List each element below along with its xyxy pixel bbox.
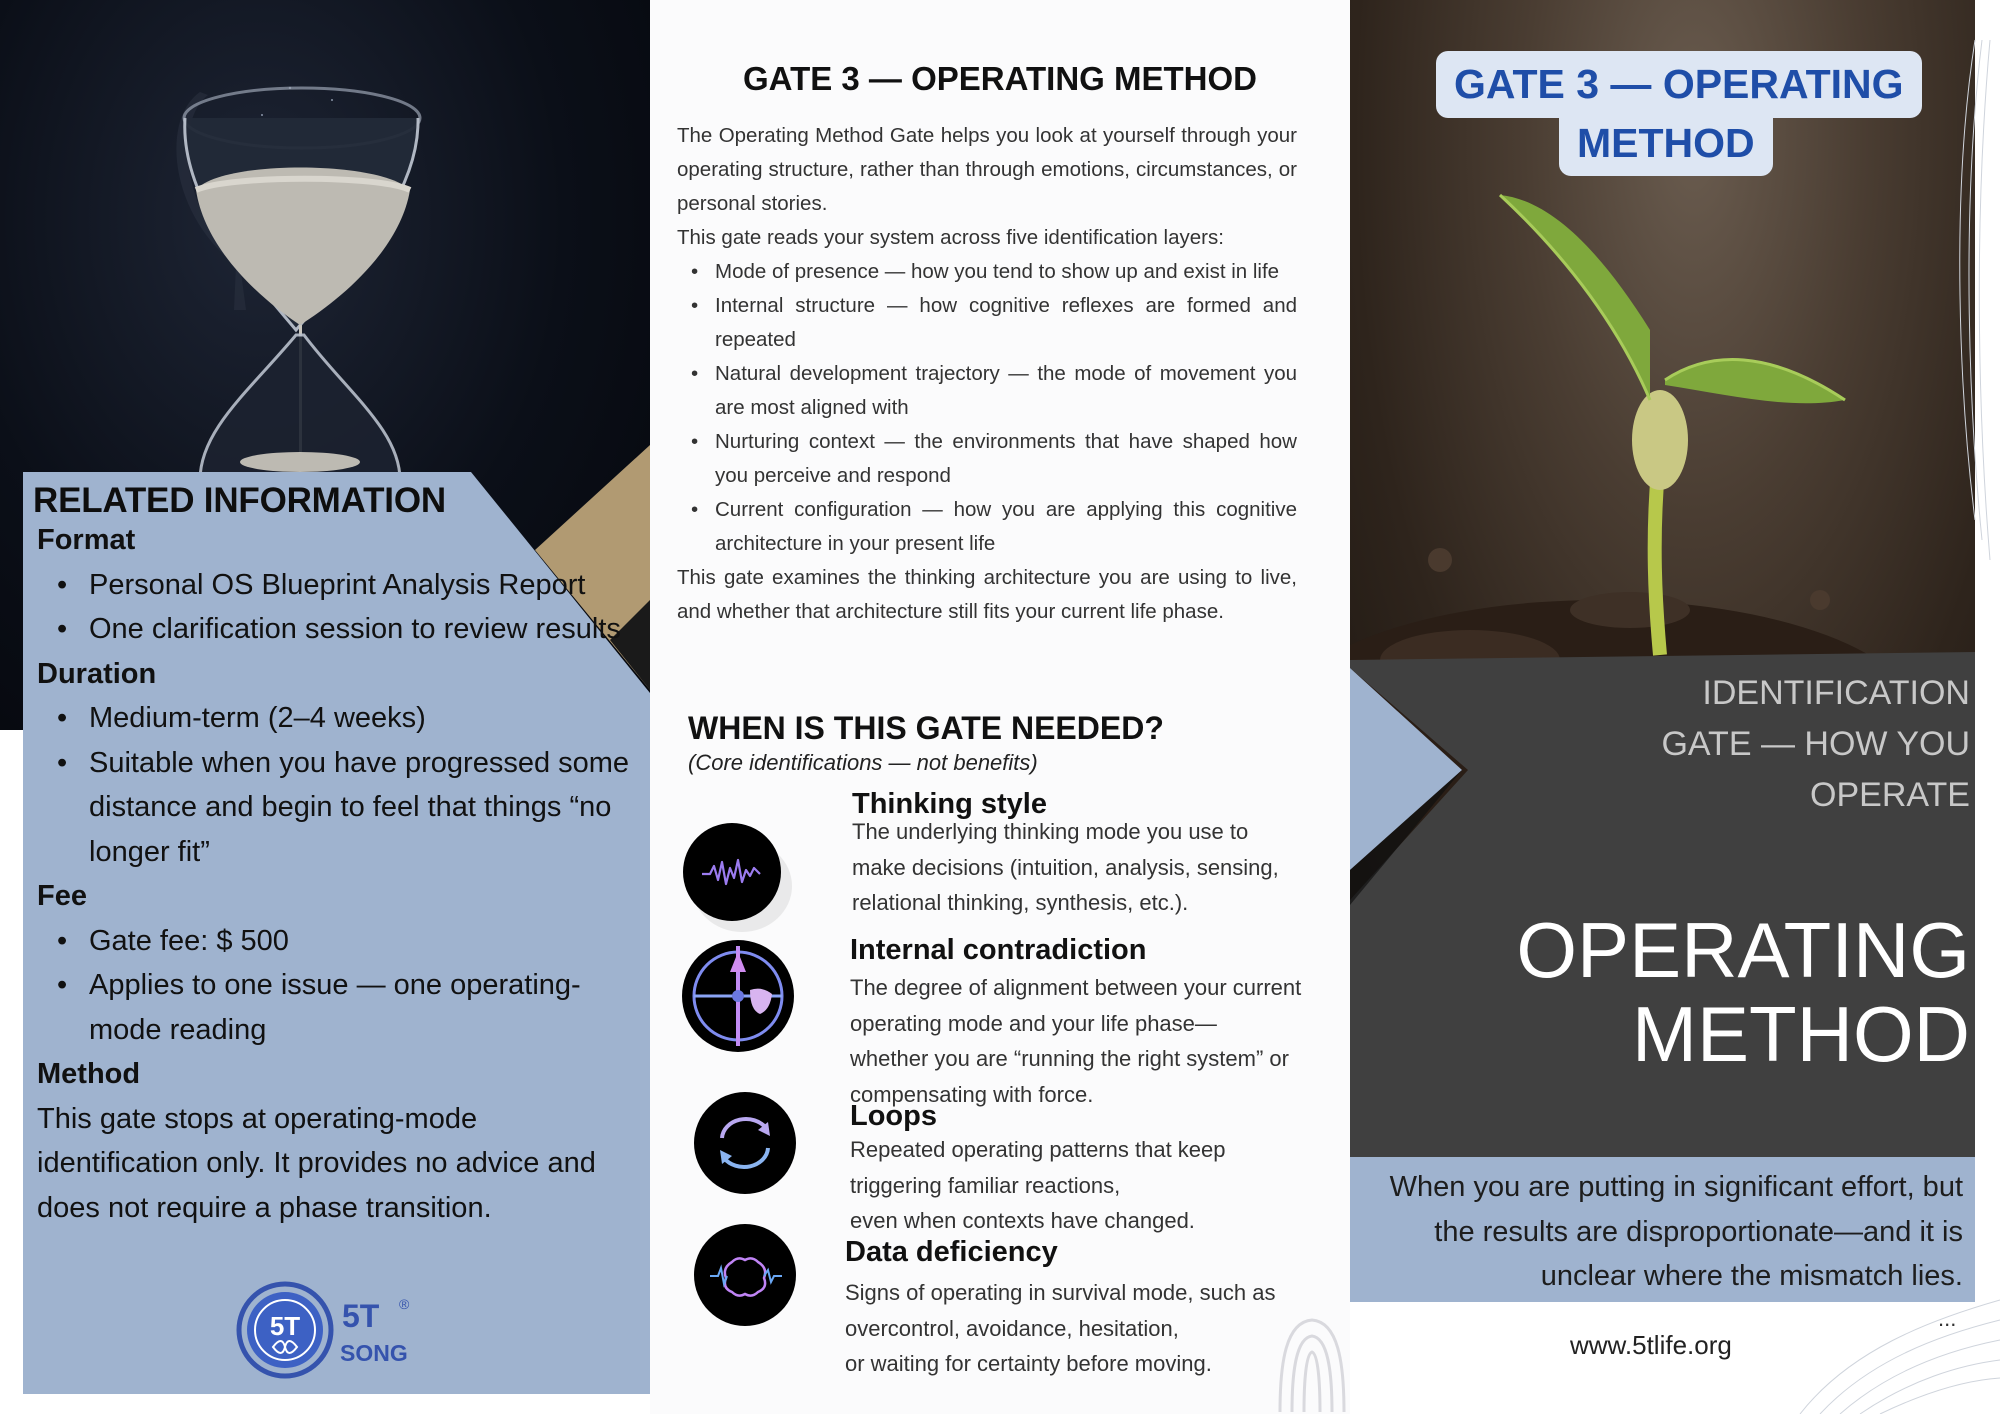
layer-item: • Mode of presence — how you tend to show up and exist in life: [677, 255, 1297, 289]
logo-mark-text: 5T: [269, 1311, 301, 1341]
5t-logo-mark-icon: [235, 1280, 335, 1380]
fee-heading: Fee: [37, 880, 87, 912]
item-desc-thinking-style: The underlying thinking mode you use to make decisions (intuition, analysis, sensing, relational thinking, synthesis, etc.).: [852, 819, 1279, 915]
format-item: • One clarification session to review results: [37, 607, 637, 652]
middle-body: [677, 119, 1297, 629]
item-title-loops: Loops: [850, 1100, 937, 1132]
format-heading: Format: [37, 524, 136, 556]
layer-item: • Natural development trajectory — the mode of movement you are most aligned with: [677, 357, 1297, 425]
waveform-icon: [680, 818, 800, 938]
website-url: www.5tlife.org: [1570, 1330, 1732, 1360]
layers-list: [677, 255, 1297, 561]
identification-subtitle: IDENTIFICATION GATE — HOW YOU OPERATE: [1661, 674, 1970, 814]
left-panel: [0, 0, 650, 1414]
item-title-data-deficiency: Data deficiency: [845, 1236, 1058, 1268]
item-title-internal-contradiction: Internal contradiction: [850, 934, 1147, 966]
method-heading: Method: [37, 1058, 141, 1090]
fingerprint-decoration-icon: [1272, 1302, 1350, 1414]
layers-lead: This gate reads your system across five identification layers:: [677, 226, 1224, 249]
tagline-box: [1350, 1157, 1975, 1302]
logo-registered-mark: ®: [399, 1296, 410, 1312]
tagline-text: When you are putting in significant effort, but the results are disproportionate—and it is unclear where the mismatch lies.: [1389, 1171, 1963, 1292]
related-information-box: [23, 472, 650, 1394]
duration-item: • Medium-term (2–4 weeks): [37, 696, 637, 741]
need-subtitle: (Core identifications — not benefits): [688, 750, 1038, 775]
item-title-thinking-style: Thinking style: [852, 788, 1047, 820]
duration-list: [37, 696, 637, 874]
logo-sub: SONG: [340, 1340, 408, 1366]
intro-paragraph: The Operating Method Gate helps you look at yourself through your operating structure, rather than through emotions, circumstances, or personal stories.: [677, 124, 1297, 215]
middle-title: GATE 3 — OPERATING METHOD: [743, 60, 1257, 97]
method-text: This gate stops at operating-mode identification only. It provides no advice and does not require a phase transition.: [37, 1102, 596, 1224]
related-information-title: RELATED INFORMATION: [33, 481, 446, 520]
layer-item: • Internal structure — how cognitive reflexes are formed and repeated: [677, 289, 1297, 357]
related-information-content: [37, 518, 637, 1230]
right-title-line-2: METHOD: [1559, 110, 1773, 176]
item-desc-internal-contradiction: The degree of alignment between your current operating mode and your life phase— whether you are “running the right system” or compensating with force.: [850, 975, 1302, 1107]
closing-paragraph: This gate examines the thinking architecture you are using to live, and whether that architecture still fits your current life phase.: [677, 566, 1297, 623]
format-item: • Personal OS Blueprint Analysis Report: [37, 563, 637, 608]
right-panel: [1350, 0, 2000, 1414]
layer-item: • Current configuration — how you are applying this cognitive architecture in your present life: [677, 493, 1297, 561]
ellipsis-text: ...: [1938, 1306, 1957, 1331]
loop-arrows-icon: [690, 1088, 802, 1200]
compass-masks-icon: [680, 938, 800, 1058]
right-title-line-1: GATE 3 — OPERATING: [1436, 51, 1922, 118]
duration-heading: Duration: [37, 657, 157, 690]
fee-item: • Gate fee: $ 500: [37, 919, 637, 964]
item-desc-loops: Repeated operating patterns that keep triggering familiar reactions, even when contexts have changed.: [850, 1137, 1226, 1233]
5t-song-logo: [235, 1280, 435, 1380]
item-desc-data-deficiency: Signs of operating in survival mode, such as overcontrol, avoidance, hesitation, or waiting for certainty before moving.: [845, 1280, 1276, 1376]
duration-item: • Suitable when you have progressed some distance and begin to feel that things “no longer fit”: [37, 741, 637, 875]
middle-panel: [650, 0, 1350, 1414]
brain-wave-icon: [690, 1222, 802, 1334]
fee-item: • Applies to one issue — one operating-mode reading: [37, 963, 637, 1052]
layer-item: • Nurturing context — the environments that have shaped how you perceive and respond: [677, 425, 1297, 493]
format-list: [37, 563, 637, 652]
logo-name: 5T: [342, 1298, 380, 1334]
fee-list: [37, 919, 637, 1053]
operating-method-big-title: OPERATING METHOD: [1516, 906, 1970, 1078]
need-title: WHEN IS THIS GATE NEEDED?: [688, 710, 1164, 746]
